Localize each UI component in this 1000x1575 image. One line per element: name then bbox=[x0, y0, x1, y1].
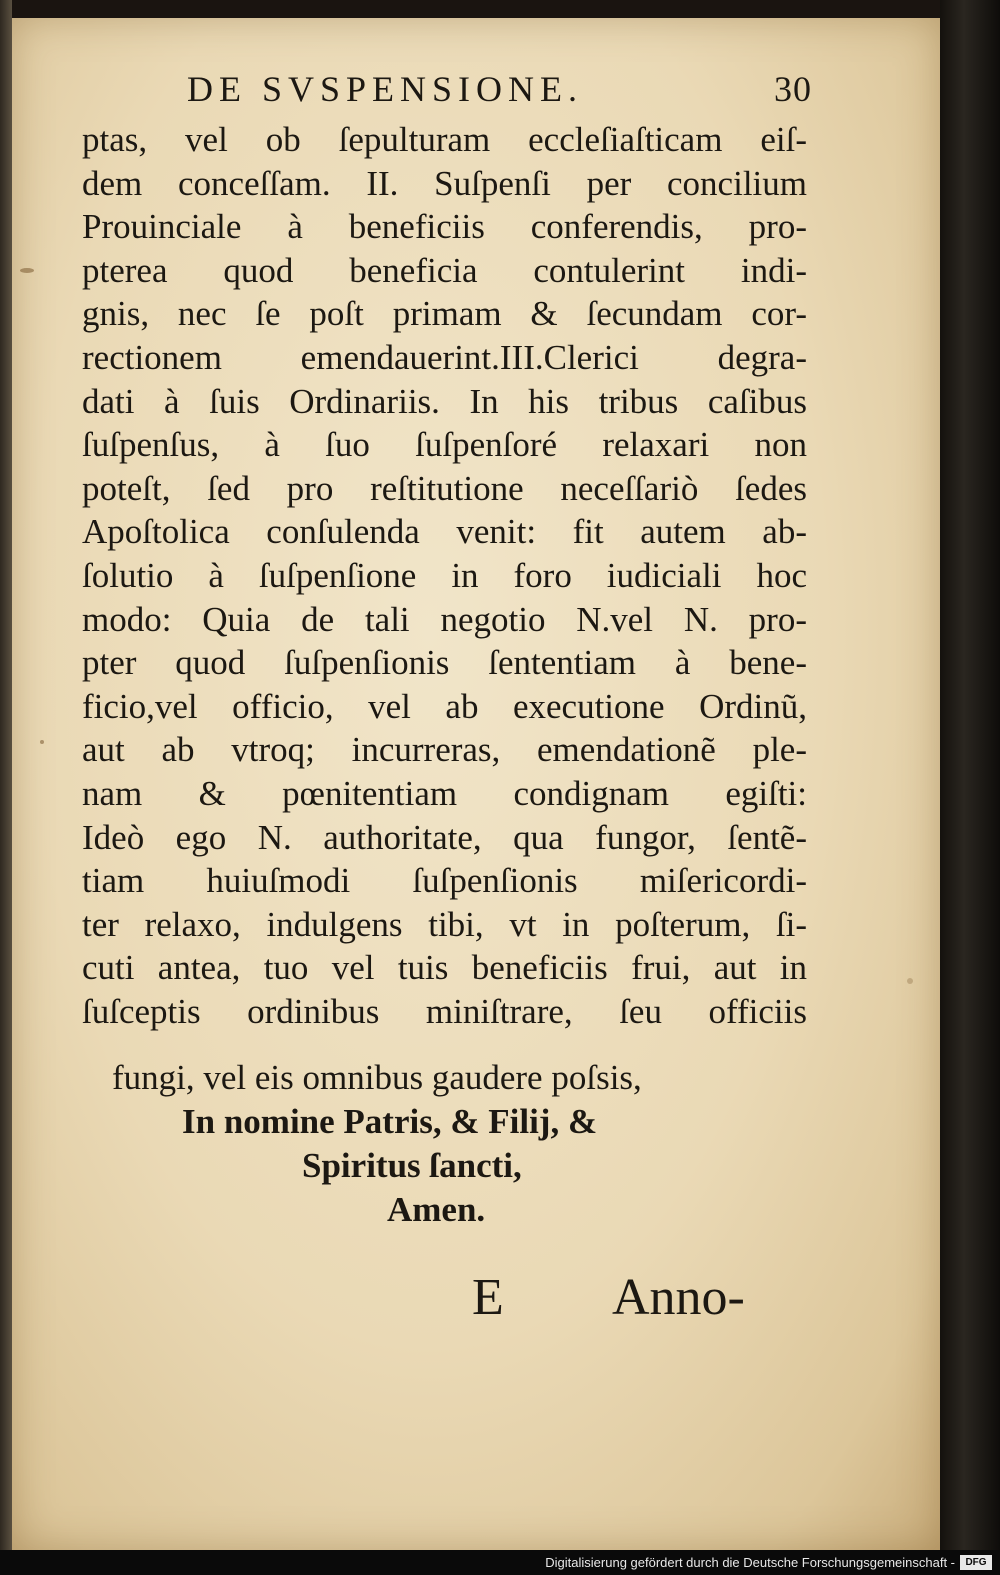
running-header bbox=[187, 68, 812, 118]
text-line: dati à ſuis Ordinariis. In his tribus caſibus bbox=[82, 381, 807, 421]
page-number: 30 bbox=[774, 69, 812, 109]
text-line: rectionem emendauerint.III.Clerici degra- bbox=[82, 337, 807, 377]
paper-stain bbox=[40, 740, 44, 744]
text-line: dem conceſſam. II. Suſpenſi per concilium bbox=[82, 163, 807, 203]
text-line: ficio,vel officio, vel ab executione Ordinũ, bbox=[82, 686, 807, 726]
signature-mark: E bbox=[472, 1269, 504, 1326]
closing-line: Spiritus ſancti, bbox=[302, 1146, 522, 1185]
text-line: nam & pœnitentiam condignam egiſti: bbox=[82, 773, 807, 813]
text-line: aut ab vtroq; incurreras, emendationẽ ple- bbox=[82, 730, 807, 770]
book-binding bbox=[0, 0, 12, 1575]
text-line: ſuſceptis ordinibus miniſtrare, ſeu officiis bbox=[82, 991, 807, 1031]
text-line: poteſt, ſed pro reſtitutione neceſſariò ſedes bbox=[82, 468, 807, 508]
closing-line: In nomine Patris, & Filij, & bbox=[182, 1102, 598, 1141]
text-line: cuti antea, tuo vel tuis beneficiis frui, aut in bbox=[82, 948, 807, 988]
book-page bbox=[12, 18, 940, 1550]
text-line: modo: Quia de tali negotio N.vel N. pro- bbox=[82, 599, 807, 639]
text-line: ter relaxo, indulgens tibi, vt in poſterum, ſi- bbox=[82, 904, 807, 944]
paper-stain bbox=[20, 268, 34, 273]
text-line: pterea quod beneficia contulerint indi- bbox=[82, 250, 807, 290]
text-line: ſuſpenſus, à ſuo ſuſpenſoré relaxari non bbox=[82, 425, 807, 465]
digitization-footer bbox=[0, 1550, 1000, 1575]
closing-line: Amen. bbox=[387, 1190, 486, 1229]
footer-credit: Digitalisierung gefördert durch die Deutsche Forschungsgemeinschaft - bbox=[545, 1555, 955, 1570]
text-line: ptas, vel ob ſepulturam eccleſiaſticam eiſ- bbox=[82, 120, 807, 159]
body-text bbox=[82, 118, 807, 1033]
text-line: Apoſtolica conſulenda venit: fit autem ab- bbox=[82, 512, 807, 552]
text-line: Prouinciale à beneficiis conferendis, pro- bbox=[82, 207, 807, 247]
paper-stain bbox=[907, 978, 913, 984]
dfg-logo: DFG bbox=[960, 1555, 992, 1570]
text-line: tiam huiuſmodi ſuſpenſionis miſericordi- bbox=[82, 861, 807, 901]
closing-line: fungi, vel eis omnibus gaudere poſsis, bbox=[112, 1058, 642, 1097]
text-line: Ideò ego N. authoritate, qua fungor, ſentẽ- bbox=[82, 817, 807, 857]
text-line: pter quod ſuſpenſionis ſententiam à bene- bbox=[82, 643, 807, 683]
catchword: Anno- bbox=[612, 1269, 745, 1326]
running-title: DE SVSPENSIONE. bbox=[187, 69, 584, 109]
page-edge bbox=[940, 0, 1000, 1550]
text-line: ſolutio à ſuſpenſione in foro iudiciali hoc bbox=[82, 555, 807, 595]
text-line: gnis, nec ſe poſt primam & ſecundam cor- bbox=[82, 294, 807, 334]
